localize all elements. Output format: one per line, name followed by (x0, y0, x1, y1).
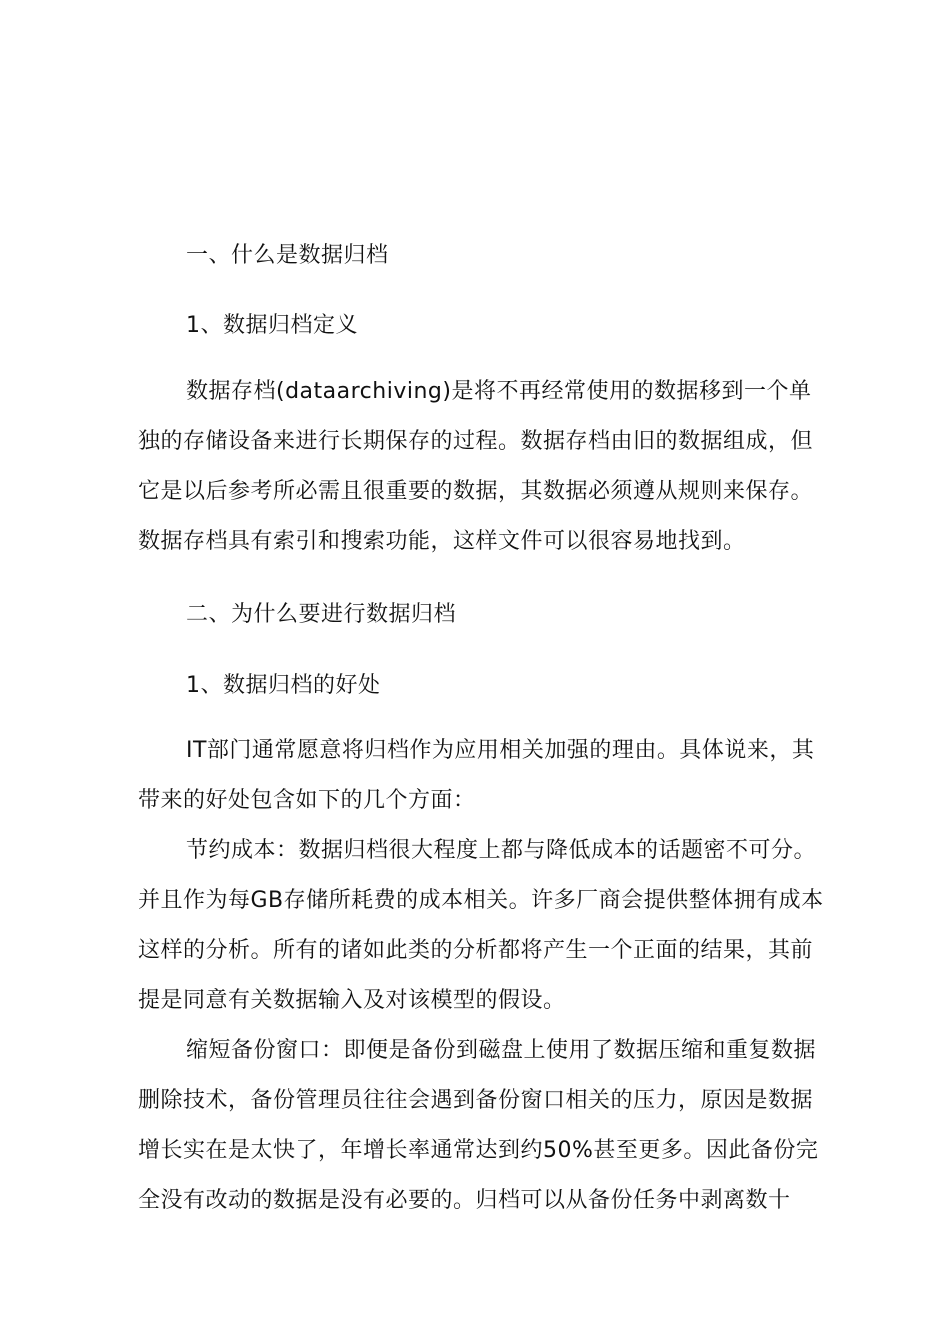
paragraph-line: 并且作为每GB存储所耗费的成本相关。许多厂商会提供整体拥有成本 (138, 888, 824, 913)
paragraph-line: 提是同意有关数据输入及对该模型的假设。 (138, 988, 566, 1013)
paragraph-line: 全没有改动的数据是没有必要的。归档可以从备份任务中剥离数十 (138, 1188, 791, 1213)
paragraph-line: 节约成本：数据归档很大程度上都与降低成本的话题密不可分。 (186, 838, 817, 863)
paragraph-line: IT部门通常愿意将归档作为应用相关加强的理由。具体说来，其 (186, 738, 815, 763)
section-heading-2: 二、为什么要进行数据归档 (186, 602, 457, 627)
paragraph-line: 缩短备份窗口：即便是备份到磁盘上使用了数据压缩和重复数据 (186, 1038, 817, 1063)
paragraph-line: 独的存储设备来进行长期保存的过程。数据存档由旧的数据组成，但 (138, 429, 814, 454)
paragraph-line: 删除技术，备份管理员往往会遇到备份窗口相关的压力，原因是数据 (138, 1088, 814, 1113)
paragraph-line: 增长实在是太快了，年增长率通常达到约50%甚至更多。因此备份完 (138, 1138, 819, 1163)
paragraph-line: 数据存档具有索引和搜索功能，这样文件可以很容易地找到。 (138, 529, 746, 554)
paragraph-line: 它是以后参考所必需且很重要的数据，其数据必须遵从规则来保存。 (138, 479, 814, 504)
paragraph-line: 数据存档(dataarchiving)是将不再经常使用的数据移到一个单 (186, 379, 812, 404)
subheading-benefits: 1、数据归档的好处 (186, 673, 381, 698)
section-heading-1: 一、什么是数据归档 (186, 243, 389, 268)
paragraph-line: 带来的好处包含如下的几个方面： (138, 788, 476, 813)
subheading-definition: 1、数据归档定义 (186, 313, 358, 338)
paragraph-line: 这样的分析。所有的诸如此类的分析都将产生一个正面的结果，其前 (138, 938, 814, 963)
